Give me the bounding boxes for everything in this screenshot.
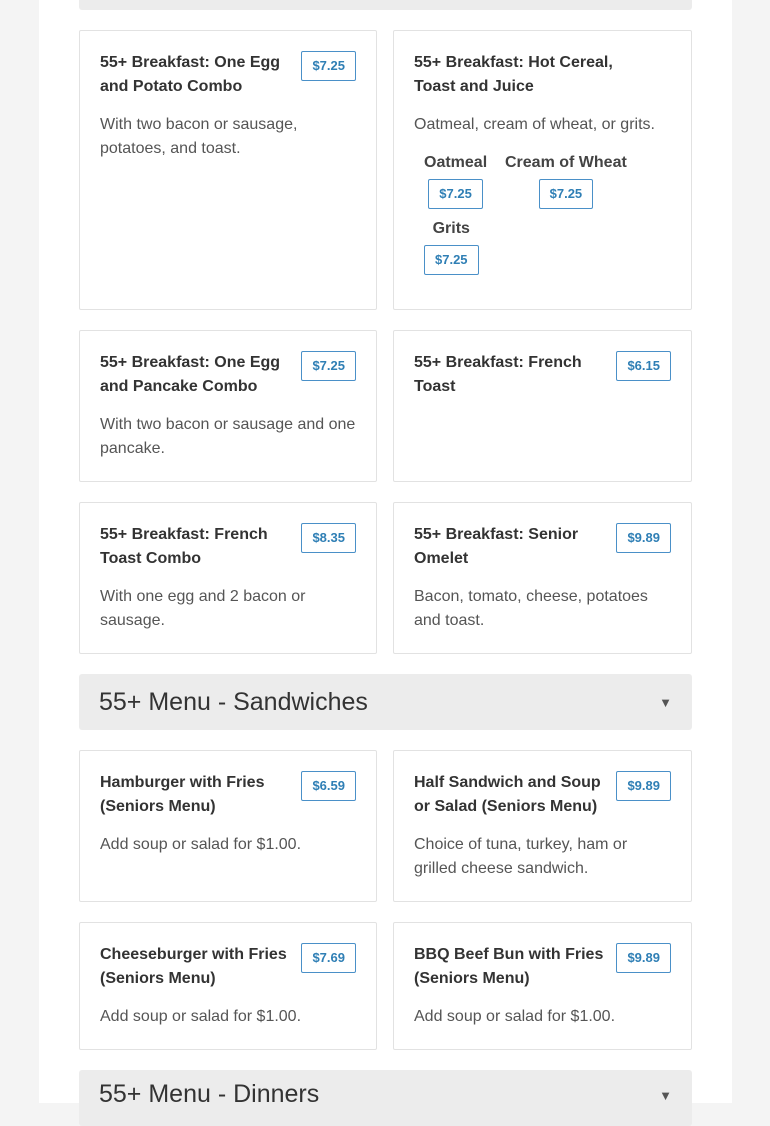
price-button[interactable]: $6.59 (301, 771, 356, 801)
menu-item-card[interactable] (393, 330, 692, 482)
menu-item-title: 55+ Breakfast: One Egg and Potato Combo (100, 54, 281, 95)
option-price-button[interactable]: $7.25 (539, 179, 594, 209)
menu-item-title: Hamburger with Fries (Seniors Menu) (100, 774, 265, 815)
menu-item-description: With one egg and 2 bacon or sausage. (100, 588, 306, 629)
menu-item-card[interactable] (393, 750, 692, 902)
menu-item-card[interactable] (79, 30, 377, 310)
menu-item-card[interactable] (393, 30, 692, 310)
menu-item-card[interactable] (79, 750, 377, 902)
section-title: 55+ Menu - Dinners (99, 1080, 320, 1108)
menu-item-title: Half Sandwich and Soup or Salad (Seniors Menu) (414, 774, 601, 815)
menu-item-description: Add soup or salad for $1.00. (414, 1008, 616, 1025)
menu-item-description: Add soup or salad for $1.00. (100, 836, 302, 853)
price-button[interactable]: $7.25 (301, 351, 356, 381)
section-header-sandwiches[interactable] (79, 674, 692, 730)
option-oatmeal (424, 153, 487, 209)
section-header-dinners[interactable] (79, 1070, 692, 1126)
option-label: Cream of Wheat (505, 154, 627, 171)
menu-item-title: 55+ Breakfast: Senior Omelet (414, 526, 579, 567)
price-button[interactable]: $8.35 (301, 523, 356, 553)
menu-item-title: 55+ Breakfast: French Toast Combo (100, 526, 268, 567)
menu-item-card[interactable] (79, 330, 377, 482)
menu-item-description: Choice of tuna, turkey, ham or grilled cheese sandwich. (414, 836, 628, 877)
menu-item-description: Oatmeal, cream of wheat, or grits. (414, 116, 655, 133)
menu-item-card[interactable] (393, 922, 692, 1050)
price-button[interactable]: $7.69 (301, 943, 356, 973)
option-price-button[interactable]: $7.25 (428, 179, 483, 209)
option-cream-of-wheat (505, 153, 627, 209)
menu-item-card[interactable] (79, 502, 377, 654)
price-button[interactable]: $6.15 (616, 351, 671, 381)
menu-item-description: Add soup or salad for $1.00. (100, 1008, 302, 1025)
menu-item-title: Cheeseburger with Fries (Seniors Menu) (100, 946, 287, 987)
menu-item-title: BBQ Beef Bun with Fries (Seniors Menu) (414, 946, 604, 987)
price-button[interactable]: $9.89 (616, 771, 671, 801)
menu-item-description: Bacon, tomato, cheese, potatoes and toast. (414, 588, 648, 629)
menu-item-title: 55+ Breakfast: Hot Cereal, Toast and Juice (414, 54, 613, 95)
menu-item-card[interactable] (79, 922, 377, 1050)
menu-item-title: 55+ Breakfast: French Toast (414, 354, 582, 395)
previous-section-header[interactable] (79, 0, 692, 10)
menu-item-description: With two bacon or sausage and one pancake. (100, 416, 356, 457)
menu-item-card[interactable] (393, 502, 692, 654)
section-title: 55+ Menu - Sandwiches (99, 687, 368, 716)
option-grits (424, 219, 479, 275)
option-label: Oatmeal (424, 154, 488, 171)
price-button[interactable]: $7.25 (301, 51, 356, 81)
chevron-down-icon[interactable]: ▼ (659, 1088, 672, 1103)
chevron-down-icon[interactable]: ▼ (659, 694, 672, 710)
menu-item-description: With two bacon or sausage, potatoes, and toast. (100, 116, 298, 157)
option-label: Grits (432, 220, 470, 237)
option-price-button[interactable]: $7.25 (424, 245, 479, 275)
price-button[interactable]: $9.89 (616, 943, 671, 973)
menu-item-title: 55+ Breakfast: One Egg and Pancake Combo (100, 354, 281, 395)
price-button[interactable]: $9.89 (616, 523, 671, 553)
